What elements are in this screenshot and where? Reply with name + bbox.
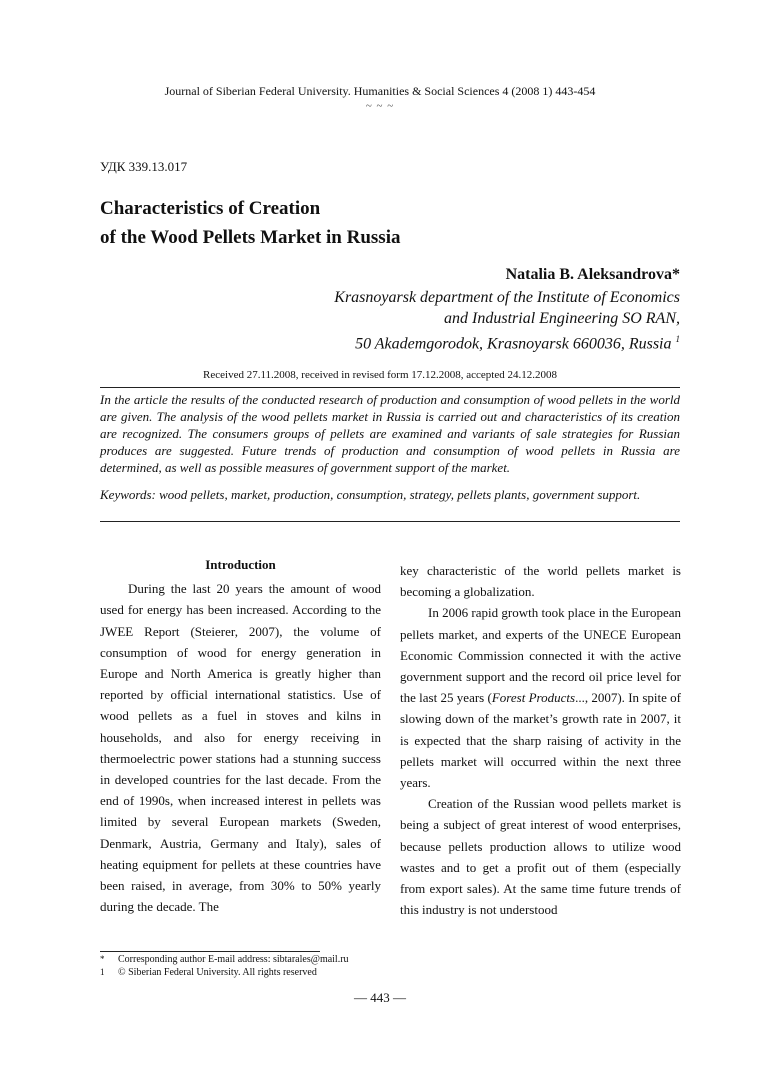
paragraph-2006-text-a: In 2006 rapid growth took place in the European pellets market, and experts of the UNECE European Economic Commission connected it with the active government support and the record oil price level for the last 25 years ( [400,605,681,706]
affiliation-line-3 [334,329,680,354]
footnote-mark: 1 [100,967,105,977]
footnote-text: Corresponding author E-mail address: sibtarales@mail.ru [118,954,349,965]
affiliation-line-1: Krasnoyarsk department of the Institute of Economics [334,289,680,306]
title-line-1: Characteristics of Creation [100,198,321,219]
affiliation-footnote-mark: 1 [675,334,680,344]
author-name: Natalia B. Aleksandrova* [505,266,680,283]
body-left-column [100,554,381,917]
abstract-bottom-rule [100,521,680,522]
intro-paragraph-1: During the last 20 years the amount of wood used for energy has been increased. According to the JWEE Report (Steierer, 2007), the volume of consumption of wood for energy generation in Europe and North America is greatly higher than reported by official international statistics. Use of wood pellets as a fuel in stoves and kilns in households, and also for energy receiving in thermoelectric power stations had a stunning success in developed countries for the last decade. From the end of 1990s, when increased interest in pellets was limited by several European markets (Sweden, Denmark, Austria, Germany and Italy), sales of heating equipment for pellets at these countries have been raised, in average, from 30% to 50% yearly during the decade. The [100,581,381,915]
title-line-2: of the Wood Pellets Market in Russia [100,227,401,248]
page-number: — 443 — [354,990,406,1005]
footnote-rule [100,951,320,952]
article-title [100,194,400,252]
author-affiliation [334,287,680,354]
footnotes [100,953,349,979]
journal-header: Journal of Siberian Federal University. Humanities & Social Sciences 4 (2008 1) 443-454 [164,84,596,98]
received-dates: Received 27.11.2008, received in revised form 17.12.2008, accepted 24.12.2008 [203,369,557,381]
footnote-2 [100,966,349,979]
affiliation-line-2: and Industrial Engineering SO RAN, [444,310,680,327]
footnote-text: © Siberian Federal University. All rights reserved [118,967,317,978]
footnote-mark: * [100,954,105,964]
udk-code: УДК 339.13.017 [100,159,188,174]
affiliation-address: 50 Akademgorodok, Krasnoyarsk 660036, Russia [355,335,672,353]
body-right-column [400,560,681,920]
header-ornament: ~ ~ ~ [365,100,395,112]
paragraph-2006-text-b: ..., 2007). In spite of slowing down of the market’s growth rate in 2007, it is expected that the sharp raising of activity in the pellets market will occurred within the next three years. [400,690,681,791]
abstract: In the article the results of the conducted research of production and consumption of wood pellets in the world are given. The analysis of the wood pellets market in Russia is carried out and characteristics of its creation are recognized. The consumers groups of pellets are examined and variants of sale strategies for Russian produces are suggested. Future trends of production and consumption of wood pellets in Russia are determined, as well as possible measures of government support of the market. [100,392,680,475]
keywords: Keywords: wood pellets, market, production, consumption, strategy, pellets plants, government support. [100,487,641,502]
paragraph-2006-growth [400,602,681,793]
abstract-top-rule [100,387,680,388]
paragraph-russian-market: Creation of the Russian wood pellets market is being a subject of great interest of wood enterprises, because pellets production allows to utilize wood wastes and to get a profit out of them (especially from export sales). At the same time future trends of this industry is not understood [400,796,681,918]
citation-forest-products: Forest Products [491,690,576,706]
footnote-1 [100,953,349,966]
section-heading-introduction: Introduction [205,557,276,572]
paragraph-continuation: key characteristic of the world pellets market is becoming a globalization. [400,563,681,600]
